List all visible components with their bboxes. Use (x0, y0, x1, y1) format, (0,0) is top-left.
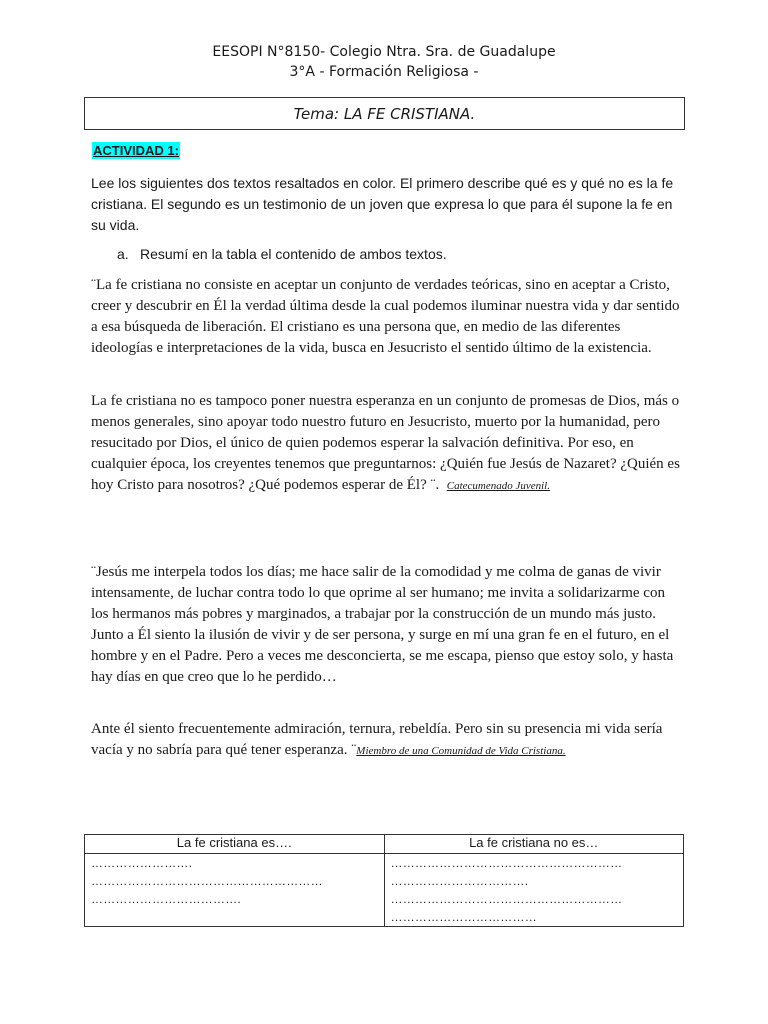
table-header-is-not: La fe cristiana no es… (384, 835, 684, 854)
topic-title: Tema: LA FE CRISTIANA. (293, 104, 476, 123)
table-header-row (85, 835, 684, 854)
activity-label: ACTIVIDAD 1: (93, 143, 179, 158)
table-header-is: La fe cristiana es…. (85, 835, 385, 854)
task-item-a (117, 246, 447, 262)
text2-credit: Miembro de una Comunidad de Vida Cristiana. (356, 745, 566, 757)
school-header: EESOPI N°8150- Colegio Ntra. Sra. de Guadalupe (212, 44, 556, 60)
item-marker: a. (117, 246, 129, 262)
topic-title-box (84, 97, 685, 130)
summary-table (84, 834, 684, 927)
text1-paragraph-1: ¨La fe cristiana no consiste en aceptar un conjunto de verdades teóricas, sino en aceptar a Cristo, creer y descubrir en Él la verdad última desde la cual podemos iluminar nuestra vida y dar sentido a esa búsqueda de liberación. El cristiano es una persona que, en medio de las diferentes ideologías e interpretaciones de la vida, busca en Jesucristo el sentido último de la existencia. (91, 277, 680, 356)
course-header: 3°A - Formación Religiosa - (289, 64, 479, 80)
table-row (85, 854, 684, 927)
text2-paragraph-2-body: Ante él siento frecuentemente admiración, ternura, rebeldía. Pero sin su presencia mi vida sería vacía y no sabría para qué tener esperanza. ¨ (91, 721, 663, 758)
table-cell-is-not[interactable]: ………………………………………………… ……………………………. ………………………………………………… ……………………………… (384, 854, 684, 927)
activity-instructions: Lee los siguientes dos textos resaltados en color. El primero describe qué es y qué no es la fe cristiana. El segundo es un testimonio de un joven que expresa lo que para él supone la fe en su vida. (91, 175, 674, 233)
text2-paragraph-2 (91, 719, 681, 762)
item-text: Resumí en la tabla el contenido de ambos textos. (140, 246, 447, 262)
text2-paragraph-1: ¨Jesús me interpela todos los días; me hace salir de la comodidad y me colma de ganas de vivir intensamente, de luchar contra todo lo que oprime al ser humano; me invita a solidarizarme con los hermanos más pobres y marginados, a trabajar por la construcción de un mundo más justo. Junto a Él siento la ilusión de vivir y de ser persona, y surge en mí una gran fe en el futuro, en el hombre y en el Padre. Pero a veces me desconcierta, se me escapa, pienso que estoy solo, y hasta hay días en que creo que lo he perdido… (91, 564, 674, 685)
text1-paragraph-2-body: La fe cristiana no es tampoco poner nuestra esperanza en un conjunto de promesas de Dios, más o menos generales, sino apoyar todo nuestro futuro en Jesucristo, muerto por la humanidad, pero resucitado por Dios, el único de quien podemos esperar la salvación definitiva. Por eso, en cualquier época, los creyentes tenemos que preguntarnos: ¿Quién fue Jesús de Nazaret? ¿Quién es hoy Cristo para nosotros? ¿Qué podemos esperar de Él? ¨. (91, 393, 680, 493)
text1-paragraph-2 (91, 391, 681, 497)
text1-credit: Catecumenado Juvenil. (446, 480, 550, 492)
table-cell-is[interactable]: ……………………. ………………………………………………… ………………………………. (85, 854, 385, 927)
